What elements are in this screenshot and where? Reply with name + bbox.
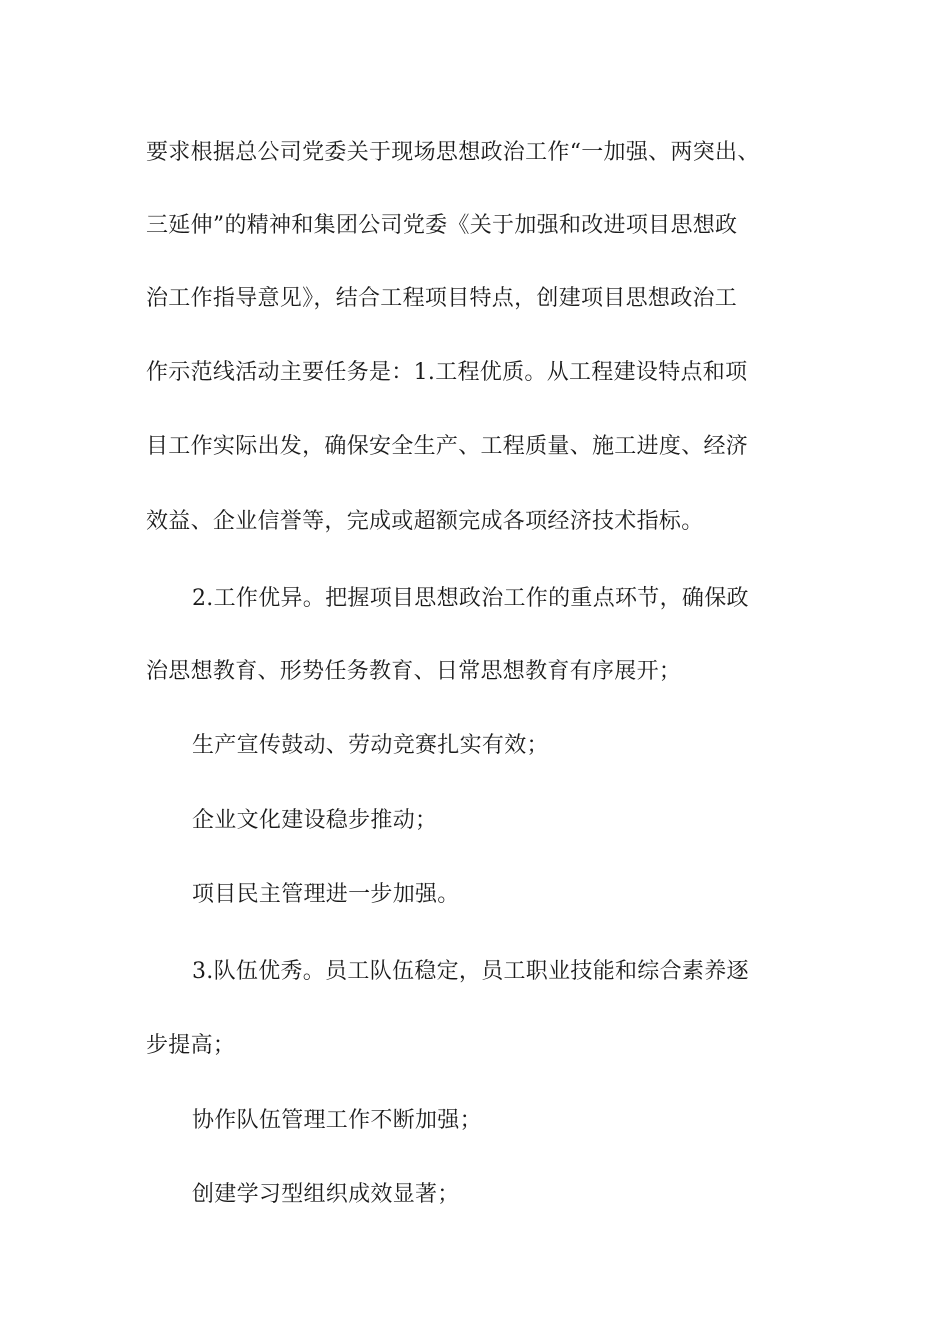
- text-line: 三延伸”的精神和集团公司党委《关于加强和改进项目思想政: [146, 213, 738, 238]
- text-line: 生产宣传鼓动、劳动竞赛扎实有效；: [192, 733, 549, 758]
- text-line: 创建学习型组织成效显著；: [192, 1182, 460, 1207]
- text-line: 治思想教育、形势任务教育、日常思想教育有序展开；: [146, 659, 682, 684]
- text-line: 协作队伍管理工作不断加强；: [192, 1108, 482, 1133]
- text-line: 企业文化建设稳步推动；: [192, 808, 438, 833]
- text-line: 作示范线活动主要任务是：1.工程优质。从工程建设特点和项: [146, 360, 748, 385]
- text-line: 2.工作优异。把握项目思想政治工作的重点环节，确保政: [192, 586, 749, 611]
- text-line: 要求根据总公司党委关于现场思想政治工作“一加强、两突出、: [146, 140, 760, 165]
- text-line: 效益、企业信誉等，完成或超额完成各项经济技术指标。: [146, 509, 704, 534]
- text-line: 3.队伍优秀。员工队伍稳定，员工职业技能和综合素养逐: [192, 959, 749, 984]
- text-line: 步提高；: [146, 1033, 236, 1058]
- text-line: 目工作实际出发，确保安全生产、工程质量、施工进度、经济: [146, 434, 749, 459]
- text-line: 治工作指导意见》，结合工程项目特点，创建项目思想政治工: [146, 286, 738, 311]
- text-line: 项目民主管理进一步加强。: [192, 882, 460, 907]
